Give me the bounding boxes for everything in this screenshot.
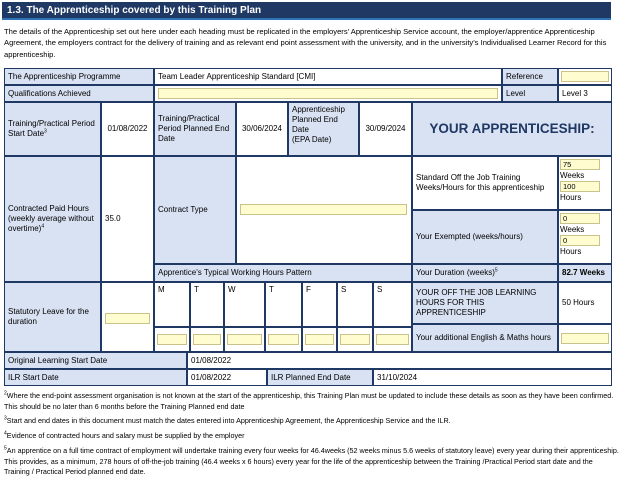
footnote-4	[4, 431, 620, 442]
contracted-hours-label-text: Contracted Paid Hours (weekly average without overtime)	[8, 204, 94, 233]
footnote-3-text: Start and end dates in this document must match the dates entered into Apprenticeship Agreement, the Apprenticeship Service and the ILR.	[6, 416, 451, 425]
reference-cell	[558, 68, 612, 85]
hours-wednesday-input[interactable]	[227, 334, 262, 345]
ilr-end-label: ILR Planned End Date	[267, 369, 373, 386]
hours-saturday-cell	[337, 327, 373, 352]
epa-date-label-sub: (EPA Date)	[292, 135, 332, 144]
ilr-start-label: ILR Start Date	[4, 369, 187, 386]
start-date-footnote-ref: 3	[44, 128, 47, 135]
off-job-hours-value: 50 Hours	[558, 282, 612, 324]
day-saturday: S	[337, 282, 373, 327]
exempted-weeks-input[interactable]: 0	[560, 213, 600, 224]
exempted-hours-input[interactable]: 0	[560, 235, 600, 246]
day-wednesday: W	[224, 282, 265, 327]
hours-friday-input[interactable]	[305, 334, 334, 345]
original-start-label: Original Learning Start Date	[4, 352, 187, 369]
day-thursday: T	[265, 282, 302, 327]
statutory-leave-input[interactable]	[105, 313, 150, 324]
day-monday: M	[154, 282, 190, 327]
hours-wednesday-cell	[224, 327, 265, 352]
hours-thursday-input[interactable]	[268, 334, 299, 345]
contracted-hours-value: 35.0	[101, 156, 154, 282]
day-sunday: S	[373, 282, 412, 327]
start-date-label-text: Training/Practical Period Start Date	[8, 119, 95, 138]
standard-weeks-unit: Weeks	[560, 171, 585, 180]
duration-footnote-ref: 5	[494, 267, 498, 274]
hours-tuesday-cell	[190, 327, 224, 352]
footnote-3	[4, 416, 620, 427]
additional-hours-label: Your additional English & Maths hours	[412, 324, 558, 352]
footnote-3-marker: 3	[4, 415, 7, 422]
statutory-leave-cell	[101, 282, 154, 352]
contract-type-cell	[236, 156, 412, 264]
hours-tuesday-input[interactable]	[193, 334, 221, 345]
exempted-values	[558, 210, 612, 264]
programme-value: Team Leader Apprenticeship Standard [CMI]	[154, 68, 502, 85]
working-pattern-label: Apprentice's Typical Working Hours Pattern	[154, 264, 412, 282]
hours-friday-cell	[302, 327, 337, 352]
footnote-4-marker: 4	[4, 430, 7, 437]
footnote-2	[4, 391, 620, 412]
off-job-hours-label: YOUR OFF THE JOB LEARNING HOURS FOR THIS APPRENTICESHIP	[412, 282, 558, 324]
ilr-start-value: 01/08/2022	[187, 369, 267, 386]
level-label: Level	[502, 85, 558, 102]
contracted-hours-footnote-ref: 4	[41, 223, 45, 230]
hours-thursday-cell	[265, 327, 302, 352]
planned-end-value: 30/06/2024	[236, 102, 288, 156]
exempted-label: Your Exempted (weeks/hours)	[412, 210, 558, 264]
contract-type-label: Contract Type	[154, 156, 236, 264]
hours-monday-input[interactable]	[157, 334, 187, 345]
footnote-2-marker: 2	[4, 390, 7, 397]
footnote-5-text: An apprentice on a full time contract of employment will undertake training every four weeks for 46.4weeks (52 weeks minus 5.6 weeks of statutory leave) every year during their apprenticeship. This provides, as a minimum, 278 hours of off-the-job training (46.4 weeks x 6 hours) every year for the life of the apprenticeship between the Training /Practical Period start date and the Training / Practical Period planned end date.	[4, 446, 619, 476]
exempted-weeks-unit: Weeks	[560, 225, 585, 234]
hours-sunday-cell	[373, 327, 412, 352]
qualifications-cell	[154, 85, 502, 102]
intro-text: The details of the Apprenticeship set out here under each heading must be replicated in the employers' Apprenticeship Service account, the employer/apprentice Apprenticeship Agreement, the employers contract for the delivery of training and as relevant end point assessment with the university, and in the university's Individualised Learner Record for this apprenticeship.	[4, 27, 607, 59]
qualifications-label: Qualifications Achieved	[4, 85, 154, 102]
planned-end-label: Training/Practical Period Planned End Date	[154, 102, 236, 156]
your-apprenticeship-heading: YOUR APPRENTICESHIP:	[412, 102, 612, 156]
programme-label: The Apprenticeship Programme	[4, 68, 154, 85]
standard-hours-unit: Hours	[560, 193, 582, 202]
section-title: 1.3. The Apprenticeship covered by this Training Plan	[2, 2, 611, 20]
epa-date-label	[288, 102, 359, 156]
start-date-label	[4, 102, 101, 156]
reference-label: Reference	[502, 68, 558, 85]
reference-input[interactable]	[561, 71, 609, 82]
duration-label-text: Your Duration (weeks)	[416, 268, 495, 277]
standard-hours-input[interactable]: 100	[560, 181, 600, 192]
additional-hours-cell	[558, 324, 612, 352]
hours-monday-cell	[154, 327, 190, 352]
qualifications-input[interactable]	[158, 88, 498, 99]
contract-type-input[interactable]	[240, 204, 407, 215]
epa-date-label-text: Apprenticeship Planned End Date	[292, 105, 345, 134]
standard-off-job-label: Standard Off the Job Training Weeks/Hours for this apprenticeship	[412, 156, 558, 210]
day-tuesday: T	[190, 282, 224, 327]
standard-weeks-input[interactable]: 75	[560, 159, 600, 170]
hours-saturday-input[interactable]	[340, 334, 370, 345]
footnote-4-text: Evidence of contracted hours and salary must be supplied by the employer	[6, 431, 245, 440]
level-value: Level 3	[558, 85, 612, 102]
original-start-value: 01/08/2022	[187, 352, 612, 369]
footnote-2-text: Where the end-point assessment organisation is not known at the start of the apprenticeship, this Training Plan must be updated to include these details as soon as they have been confirmed. This should be no later than 6 months before the Training Planned end date	[4, 391, 614, 411]
hours-sunday-input[interactable]	[376, 334, 409, 345]
ilr-end-value: 31/10/2024	[373, 369, 612, 386]
statutory-leave-label: Statutory Leave for the duration	[4, 282, 101, 352]
duration-value: 82.7 Weeks	[558, 264, 612, 282]
start-date-value: 01/08/2022	[101, 102, 154, 156]
exempted-hours-unit: Hours	[560, 247, 582, 256]
standard-off-job-values	[558, 156, 612, 210]
contracted-hours-label	[4, 156, 101, 282]
footnote-5-marker: 5	[4, 445, 7, 452]
footnote-5	[4, 446, 620, 478]
additional-hours-input[interactable]	[561, 333, 609, 344]
epa-date-value: 30/09/2024	[359, 102, 412, 156]
day-friday: F	[302, 282, 337, 327]
duration-label	[412, 264, 558, 282]
